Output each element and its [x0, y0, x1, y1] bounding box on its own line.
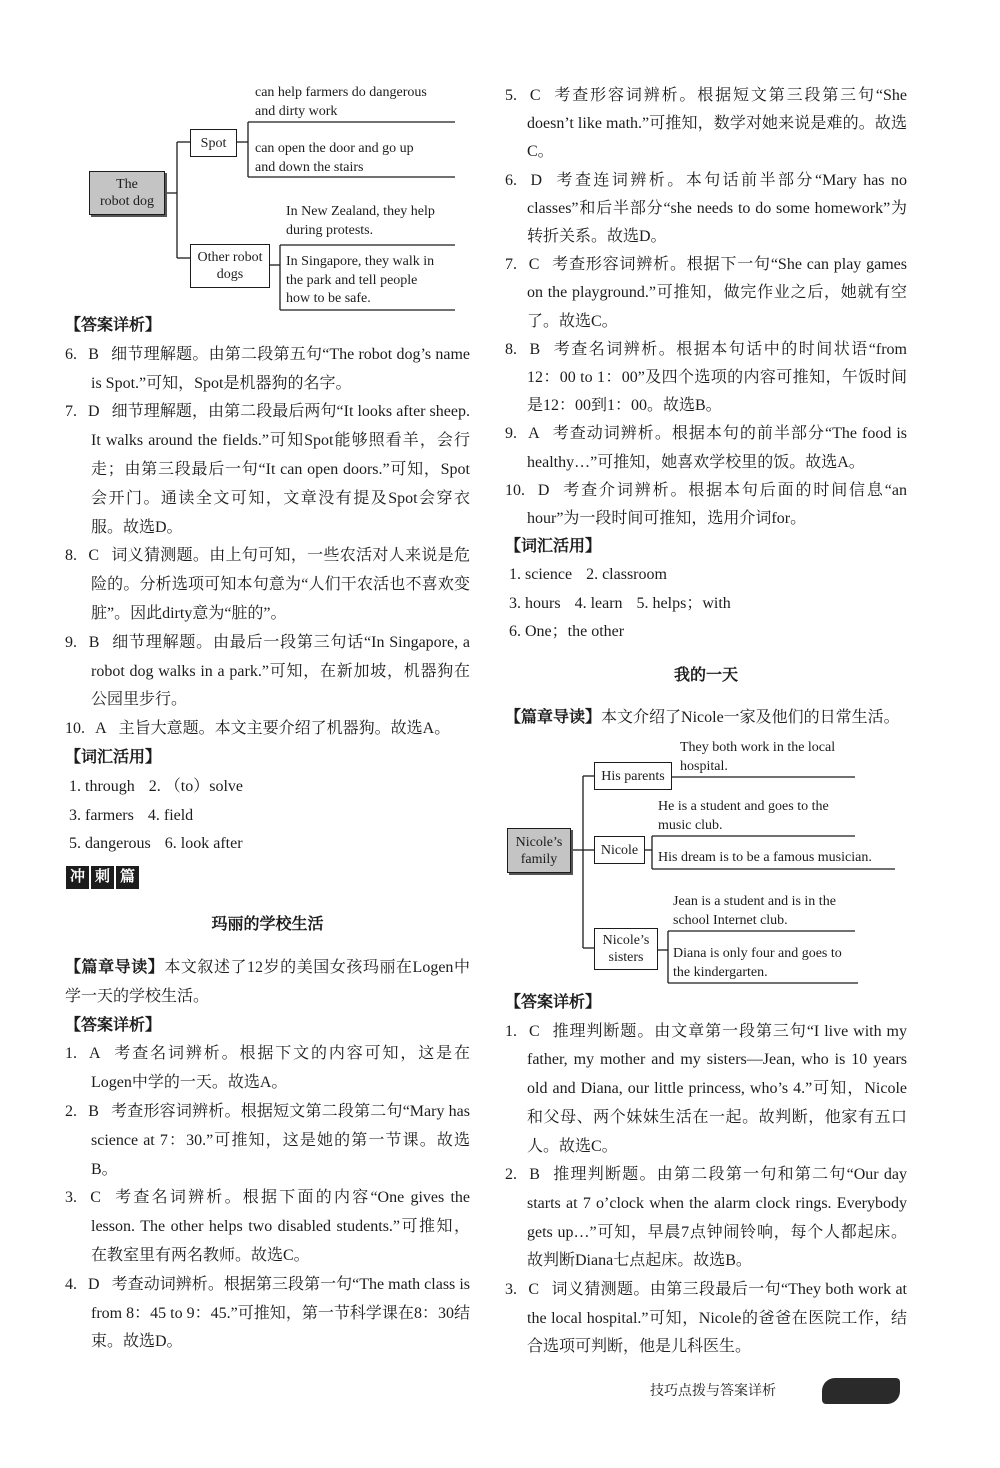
mindmap-branch-sisters-1 [673, 893, 836, 930]
branch-line: Diana is only four and goes to [673, 946, 842, 961]
answer-label: 8. C [65, 547, 99, 565]
answer-label: 10. A [65, 720, 107, 738]
vocab-item: 2. classroom [586, 566, 667, 584]
intro-paragraph [65, 954, 470, 1012]
mary-section-right [505, 82, 907, 646]
vocab-row [505, 561, 907, 589]
mary-section-left [65, 954, 470, 1357]
answer-item [505, 167, 907, 252]
branch-line: the kindergarten. [673, 964, 768, 980]
answer-text: 考查动词辨析。根据第三段第一句“The math class is from 8：45 to 9：45.”可推知，第一节科学课在8：30结束。故选D。 [91, 1275, 470, 1351]
vocab-row [65, 773, 470, 802]
answer-text: 考查连词辨析。本句话前半部分“Mary has no classes”和后半部分“she needs to do some homework”为转折关系。故选D。 [527, 171, 907, 246]
vocab-item: 4. field [147, 806, 194, 824]
vocab-item: 1. through [69, 777, 135, 795]
mindmap-branch-parents-1 [680, 739, 835, 776]
answer-label: 4. D [65, 1275, 100, 1293]
answer-item [65, 1040, 470, 1098]
branch-line: They both work in the local [680, 740, 836, 755]
answer-item [65, 341, 470, 399]
vocab-item: 1. science [509, 566, 573, 584]
vocab-item: 3. farmers [69, 806, 134, 824]
box-line: Nicole [600, 842, 639, 858]
answer-label: 9. A [505, 425, 540, 443]
mindmap-node-other-robot-dogs [190, 244, 270, 288]
answer-label: 8. B [505, 340, 541, 358]
mindmap-branch-other-2 [286, 253, 434, 309]
box-line: Nicole’s [602, 933, 650, 948]
branch-line: In New Zealand, they help [286, 204, 435, 219]
vocab-row [65, 830, 470, 859]
answer-text: 考查形容词辨析。根据短文第二段第二句“Mary has science at 7：30.”可推知，这是她的第一节课。故选B。 [91, 1102, 470, 1178]
branch-line: school Internet club. [673, 912, 788, 928]
answer-text: 考查介词辨析。根据本句后面的时间信息“an hour”为一段时间可推知，选用介词for。 [527, 481, 907, 528]
mindmap-branch-nicole-1 [658, 798, 829, 835]
box-line: sisters [608, 950, 644, 965]
box-line: His parents [601, 768, 665, 784]
mindmap-branch-spot-2 [255, 140, 414, 177]
answer-item [65, 398, 470, 542]
mindmap-node-nicole [594, 836, 645, 864]
vocab-item: 3. hours [509, 594, 561, 612]
branch-line: can open the door and go up [255, 141, 414, 156]
vocab-row [505, 618, 907, 646]
answer-item [65, 1098, 470, 1184]
intro-label: 【篇章导读】 [505, 709, 602, 726]
intro-paragraph [505, 704, 907, 732]
vocab-item: 5. helps；with [636, 594, 731, 612]
mindmap-branch-spot-1 [255, 84, 427, 121]
vocab-heading: 【词汇活用】 [505, 538, 602, 556]
vocab-item: 4. learn [574, 594, 623, 612]
answer-item [505, 336, 907, 421]
answer-label: 9. B [65, 633, 100, 651]
my-day-answers-section [505, 989, 907, 1362]
answer-text: 细节理解题。由最后一段第三句话“In Singapore, a robot dog walks in a park.”可知，在新加坡，机器狗在公园里步行。 [91, 633, 470, 709]
answer-label: 2. B [65, 1102, 99, 1120]
vocab-item: 5. dangerous [69, 835, 151, 853]
branch-line: music club. [658, 817, 723, 833]
robot-answers-section [65, 312, 470, 859]
banner-char: 冲 [66, 866, 89, 889]
branch-line: In Singapore, they walk in [286, 254, 435, 269]
section-heading: 【答案详析】 [65, 317, 162, 334]
mindmap-node-his-parents [594, 762, 672, 790]
answer-item [65, 715, 470, 744]
page-number-badge [822, 1378, 900, 1404]
answer-label: 6. D [505, 171, 543, 189]
branch-line: and dirty work [255, 103, 338, 119]
branch-line: the park and tell people [286, 272, 418, 288]
branch-line: can help farmers do dangerous [255, 85, 427, 100]
answer-label: 7. D [65, 403, 100, 421]
answer-item [505, 82, 907, 167]
answer-text: 主旨大意题。本文主要介绍了机器狗。故选A。 [118, 720, 451, 738]
section-banner [66, 866, 139, 889]
answer-label: 6. B [65, 345, 99, 363]
answer-label: 3. C [65, 1189, 101, 1207]
section-heading: 【答案详析】 [505, 994, 602, 1011]
mindmap-node-nicoles-sisters [594, 928, 658, 970]
answer-label: 5. C [505, 87, 541, 104]
branch-line: hospital. [680, 758, 728, 774]
vocab-item: 6. look after [164, 835, 243, 853]
article-title: 玛丽的学校生活 [211, 916, 324, 933]
answer-item [505, 251, 907, 336]
answer-text: 细节理解题，由第二段最后两句“It looks after sheep. It walks around the fields.”可知Spot能够照看羊，会行走；由第三段最后一句“It can open doors.”可知，Spot会开门。通读全文可知，文章没有提及Spot会穿衣服。故选D。 [91, 403, 470, 536]
mindmap-center-nicoles-family [507, 828, 571, 873]
answer-label: 1. C [505, 1022, 540, 1040]
mindmap-branch-sisters-2 [673, 945, 842, 982]
answer-label: 2. B [505, 1166, 540, 1184]
answer-item [65, 542, 470, 628]
box-line: Nicole’s [515, 834, 563, 850]
box-line: Spot [200, 135, 227, 151]
banner-char: 篇 [116, 866, 139, 889]
vocab-item: 2. （to）solve [148, 777, 244, 795]
intro-text: 本文介绍了Nicole一家及他们的日常生活。 [601, 709, 900, 726]
vocab-heading: 【词汇活用】 [65, 748, 162, 766]
answer-text: 细节理解题。由第二段第五句“The robot dog’s name is Spot.”可知，Spot是机器狗的名字。 [91, 345, 471, 392]
answer-item [505, 1018, 907, 1162]
answer-item [505, 1161, 907, 1276]
answer-item [65, 1271, 470, 1357]
answer-text: 推理判断题。由第二段第一句和第二句“Our day starts at 7 o’clock when the alarm clock rings. Everybody gets up…”可知，早晨7点钟闹铃响，每个人都起床。故判断Diana七点起床。故选B。 [527, 1166, 907, 1270]
branch-line: during protests. [286, 222, 374, 238]
answer-text: 词义猜测题。由第三段最后一句“They both work at the local hospital.”可知，Nicole的爸爸在医院工作，结合选项可判断，他是儿科医生。 [527, 1281, 908, 1356]
answer-label: 3. C [505, 1281, 540, 1299]
answer-text: 考查动词辨析。根据本句的前半部分“The food is healthy…”可推知，她喜欢学校里的饭。故选A。 [527, 425, 908, 471]
answer-item [65, 629, 470, 715]
answer-item [505, 477, 907, 533]
answer-text: 考查名词辨析。根据本句话中的时间状语“from 12：00 to 1：00”及四个选项的内容可推知，午饭时间是12：00到1：00。故选B。 [527, 340, 907, 415]
answer-text: 考查形容词辨析。根据下一句“She can play games on the playground.”可推知，做完作业之后，她就有空了。故选C。 [527, 256, 907, 330]
mindmap-center-robot-dog [89, 171, 165, 215]
banner-char: 刺 [91, 866, 114, 889]
box-line: family [520, 851, 558, 867]
answer-text: 推理判断题。由文章第一段第三句“I live with my father, my mother and my sisters—Jean, who is 10 years old and Diana, our little princess, who’s 4.”可知，Nicole和父母、两个妹妹生活在一起。故判断，他家有五口人。故选C。 [527, 1022, 907, 1155]
branch-line: and down the stairs [255, 159, 364, 175]
answer-item [505, 1276, 907, 1362]
mindmap-branch-other-1 [286, 203, 435, 240]
answer-text: 考查形容词辨析。根据短文第三段第三句“She doesn’t like math.”可推知，数学对她来说是难的。故选C。 [527, 87, 908, 161]
box-line: robot dog [99, 194, 155, 209]
vocab-item: 6. One；the other [509, 622, 625, 640]
answer-item [505, 420, 907, 476]
box-line: Other robot [197, 250, 263, 265]
section-heading: 【答案详析】 [65, 1016, 162, 1034]
answer-label: 7. C [505, 256, 540, 274]
box-line: dogs [216, 267, 244, 282]
answer-text: 考查名词辨析。根据下面的内容“One gives the lesson. The other helps two disabled students.”可推知，在教室里有两名教师。故选C。 [91, 1189, 470, 1264]
box-line: The [116, 177, 138, 192]
answer-text: 考查名词辨析。根据下文的内容可知，这是在Logen中学的一天。故选A。 [91, 1045, 470, 1092]
my-day-intro [505, 704, 907, 732]
branch-line: Jean is a student and is in the [673, 894, 836, 909]
answer-label: 10. D [505, 481, 550, 499]
answer-item [65, 1184, 470, 1270]
article-title: 我的一天 [673, 667, 738, 684]
answer-label: 1. A [65, 1045, 101, 1063]
vocab-row [505, 590, 907, 618]
vocab-row [65, 802, 470, 831]
branch-line: He is a student and goes to the [658, 799, 829, 814]
mindmap-node-spot [190, 129, 237, 157]
mindmap-branch-nicole-2 [658, 849, 872, 868]
answer-text: 词义猜测题。由上句可知，一些农活对人来说是危险的。分析选项可知本句意为“人们干农活也不喜欢变脏”。因此dirty意为“脏的”。 [91, 547, 470, 622]
intro-text: 本文叙述了12岁的美国女孩玛丽在Logen中学一天的学校生活。 [65, 959, 470, 1005]
branch-line: His dream is to be a famous musician. [658, 850, 872, 865]
branch-line: how to be safe. [286, 291, 371, 306]
intro-label: 【篇章导读】 [65, 959, 165, 976]
footer-label: 技巧点拨与答案详析 [650, 1384, 776, 1399]
